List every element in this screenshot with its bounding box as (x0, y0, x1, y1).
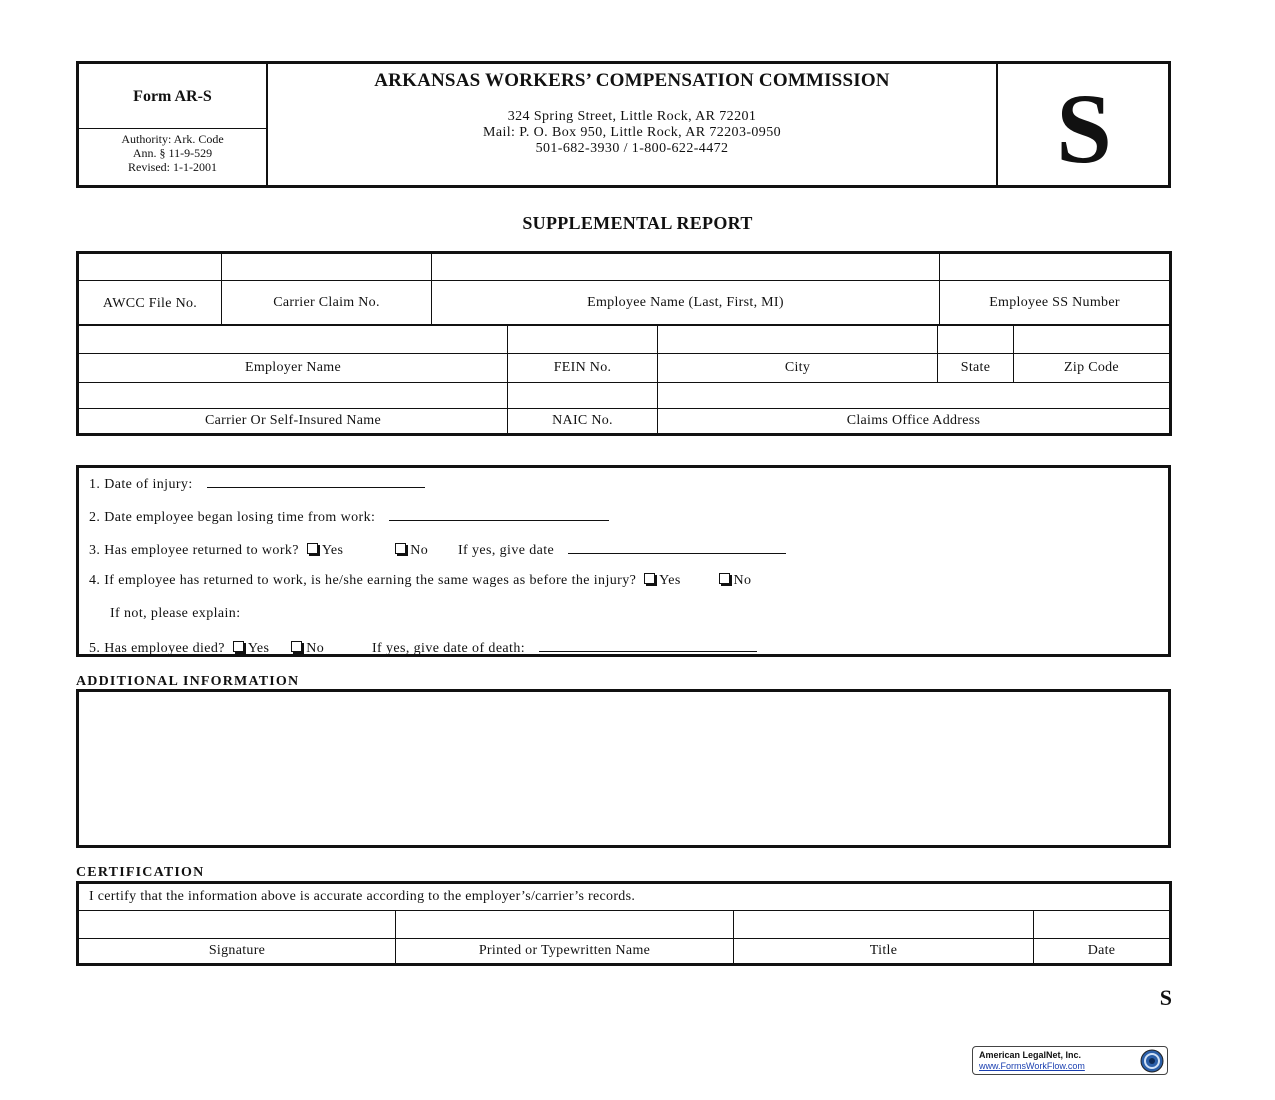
q4-yes-label: Yes (659, 573, 681, 588)
fein-label: FEIN No. (508, 354, 658, 383)
employee-ss-label: Employee SS Number (940, 281, 1171, 326)
page-title: SUPPLEMENTAL REPORT (522, 213, 753, 233)
city-label: City (658, 354, 938, 383)
state-input[interactable] (938, 325, 1014, 354)
certification-heading: CERTIFICATION (76, 865, 205, 880)
globe-icon (1140, 1049, 1164, 1073)
q3-no-label: No (410, 543, 429, 558)
carrier-table (76, 382, 1172, 436)
awcc-file-input[interactable] (78, 253, 222, 281)
question-2 (89, 508, 609, 526)
authority-text (79, 132, 266, 174)
claims-office-input[interactable] (658, 383, 1171, 409)
q5-yes-label: Yes (247, 641, 270, 656)
form-id: Form AR-S (79, 64, 266, 129)
form-id-cell (79, 64, 268, 185)
employee-ss-input[interactable] (940, 253, 1171, 281)
employee-name-label: Employee Name (Last, First, MI) (432, 281, 940, 326)
question-4-explain: If not, please explain: (110, 606, 241, 621)
q3-yes-label: Yes (321, 543, 344, 558)
footer-letter: S (1159, 985, 1172, 1010)
question-3-text: 3. Has employee returned to work? (89, 543, 299, 558)
employer-table (76, 324, 1172, 383)
printed-name-input[interactable] (396, 911, 734, 939)
logo-company-name: American LegalNet, Inc. (979, 1050, 1082, 1060)
q4-no-label: No (733, 573, 752, 588)
claim-info-table (76, 251, 1172, 326)
question-1-text: 1. Date of injury: (89, 477, 193, 492)
q5-no-checkbox[interactable] (291, 641, 302, 652)
q3-no-checkbox[interactable] (395, 543, 406, 554)
date-input[interactable] (1034, 911, 1171, 939)
question-2-text: 2. Date employee began losing time from work: (89, 510, 376, 525)
carrier-name-input[interactable] (78, 383, 508, 409)
fein-input[interactable] (508, 325, 658, 354)
q4-no-checkbox[interactable] (719, 573, 730, 584)
city-input[interactable] (658, 325, 938, 354)
state-label: State (938, 354, 1014, 383)
authority-line: Revised: 1-1-2001 (128, 160, 217, 174)
employee-name-input[interactable] (432, 253, 940, 281)
agency-name: ARKANSAS WORKERS’ COMPENSATION COMMISSION (374, 70, 890, 91)
form-letter: S (996, 64, 1170, 185)
question-5 (89, 639, 757, 657)
agency-cell (266, 64, 998, 185)
certification-table (76, 881, 1172, 966)
address-line: Mail: P. O. Box 950, Little Rock, AR 72203-0950 (482, 125, 782, 140)
certification-statement: I certify that the information above is accurate according to the employer’s/carrier’s records. (78, 883, 1171, 911)
q3-yes-checkbox[interactable] (307, 543, 318, 554)
address-line: 501-682-3930 / 1-800-622-4472 (535, 141, 729, 156)
awcc-file-label: AWCC File No. (78, 281, 222, 326)
additional-info-heading: ADDITIONAL INFORMATION (76, 674, 300, 689)
employer-name-label: Employer Name (78, 354, 508, 383)
carrier-claim-input[interactable] (222, 253, 432, 281)
q5-no-label: No (306, 641, 325, 656)
question-1 (89, 475, 425, 493)
logo-url-link[interactable]: www.FormsWorkFlow.com (979, 1061, 1085, 1071)
legalnet-logo[interactable] (972, 1046, 1168, 1075)
claims-office-label: Claims Office Address (658, 409, 1171, 435)
questions-box (76, 465, 1171, 657)
question-5-text: 5. Has employee died? (89, 641, 225, 656)
q5-date-label: If yes, give date of death: (371, 641, 526, 656)
address-line: 324 Spring Street, Little Rock, AR 72201 (507, 109, 757, 124)
signature-label: Signature (78, 939, 396, 965)
q5-yes-checkbox[interactable] (233, 641, 244, 652)
additional-info-textarea[interactable] (76, 689, 1171, 848)
naic-label: NAIC No. (508, 409, 658, 435)
carrier-name-label: Carrier Or Self-Insured Name (78, 409, 508, 435)
signature-input[interactable] (78, 911, 396, 939)
printed-name-label: Printed or Typewritten Name (396, 939, 734, 965)
naic-input[interactable] (508, 383, 658, 409)
zip-label: Zip Code (1014, 354, 1171, 383)
employer-name-input[interactable] (78, 325, 508, 354)
question-4-text: 4. If employee has returned to work, is he/she earning the same wages as before the injury? (89, 573, 637, 588)
agency-address (266, 109, 998, 157)
title-input[interactable] (734, 911, 1034, 939)
title-label: Title (734, 939, 1034, 965)
authority-line: Ann. § 11-9-529 (132, 146, 213, 160)
authority-line: Authority: Ark. Code (121, 132, 224, 146)
lost-time-date-field[interactable] (389, 508, 609, 521)
form-header (76, 61, 1171, 188)
date-label: Date (1034, 939, 1171, 965)
question-4 (89, 573, 751, 589)
date-of-death-field[interactable] (539, 639, 757, 652)
zip-input[interactable] (1014, 325, 1171, 354)
q4-yes-checkbox[interactable] (644, 573, 655, 584)
date-of-injury-field[interactable] (207, 475, 425, 488)
question-3 (89, 541, 786, 559)
q3-date-label: If yes, give date (457, 543, 555, 558)
carrier-claim-label: Carrier Claim No. (222, 281, 432, 326)
return-date-field[interactable] (568, 541, 786, 554)
